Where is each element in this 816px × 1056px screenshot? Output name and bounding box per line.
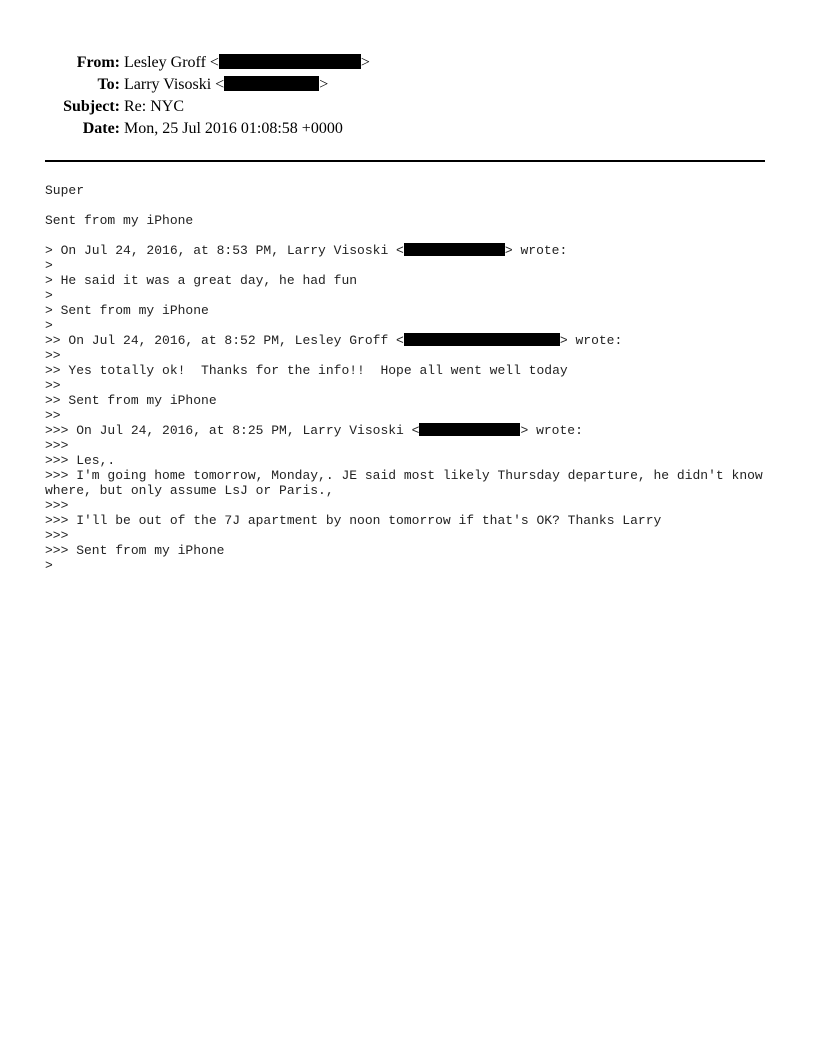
subject-value: Re: NYC — [124, 98, 184, 115]
body-line: > He said it was a great day, he had fun — [45, 273, 358, 288]
to-row — [0, 74, 816, 96]
to-value — [124, 74, 328, 96]
quoted-header-text: >>> On Jul 24, 2016, at 8:25 PM, Larry Visoski < — [45, 423, 420, 438]
body-line: >> Sent from my iPhone — [45, 393, 217, 408]
quoted-header-end: > wrote: — [559, 333, 623, 348]
body-line: > Sent from my iPhone — [45, 303, 209, 318]
to-name: Larry Visoski < — [124, 76, 225, 93]
quoted-header-line — [45, 243, 767, 258]
email-header — [0, 52, 816, 140]
from-end: > — [360, 54, 370, 71]
body-line: >> Yes totally ok! Thanks for the info!! Hope all went well today — [45, 363, 568, 378]
date-value: Mon, 25 Jul 2016 01:08:58 +0000 — [124, 120, 343, 137]
from-label: From: — [76, 54, 120, 71]
from-name: Lesley Groff < — [124, 54, 219, 71]
quoted-header-end: > wrote: — [520, 423, 583, 438]
body-line: > — [45, 258, 53, 273]
body-line: > — [45, 288, 53, 303]
body-line: >>> I'm going home tomorrow, Monday,. JE said most likely Thursday departure, he didn't know — [45, 468, 763, 483]
from-value — [124, 52, 370, 74]
body-line: >>> Les,. — [45, 453, 116, 468]
body-line: > — [45, 558, 53, 573]
quoted-header-line — [45, 333, 767, 348]
body-line: >>> I'll be out of the 7J apartment by noon tomorrow if that's OK? Thanks Larry — [45, 513, 662, 528]
body-line: Super — [45, 183, 85, 198]
date-label: Date: — [82, 120, 120, 137]
body-line: >> — [45, 348, 61, 363]
subject-label: Subject: — [63, 98, 120, 115]
quoted-header-end: > wrote: — [504, 243, 568, 258]
body-line: >>> Sent from my iPhone — [45, 543, 225, 558]
to-label: To: — [97, 76, 120, 93]
to-end: > — [319, 76, 329, 93]
email-body — [45, 183, 767, 573]
body-line: Sent from my iPhone — [45, 213, 194, 228]
from-row — [0, 52, 816, 74]
redaction-box — [404, 333, 560, 346]
body-line: >>> — [45, 498, 69, 513]
header-divider — [45, 160, 765, 162]
body-line: >> — [45, 378, 61, 393]
body-line: >>> — [45, 438, 69, 453]
quoted-header-text: >> On Jul 24, 2016, at 8:52 PM, Lesley Groff < — [45, 333, 404, 348]
body-line: where, but only assume LsJ or Paris., — [45, 483, 334, 498]
body-line: >> — [45, 408, 61, 423]
redaction-box — [404, 243, 505, 256]
quoted-header-text: > On Jul 24, 2016, at 8:53 PM, Larry Visoski < — [45, 243, 404, 258]
body-line: > — [45, 318, 53, 333]
quoted-header-line — [45, 423, 767, 438]
redaction-box — [419, 423, 520, 436]
body-line: >>> — [45, 528, 69, 543]
redaction-box — [219, 54, 361, 69]
redaction-box — [224, 76, 319, 91]
date-row — [0, 118, 816, 140]
subject-row — [0, 96, 816, 118]
